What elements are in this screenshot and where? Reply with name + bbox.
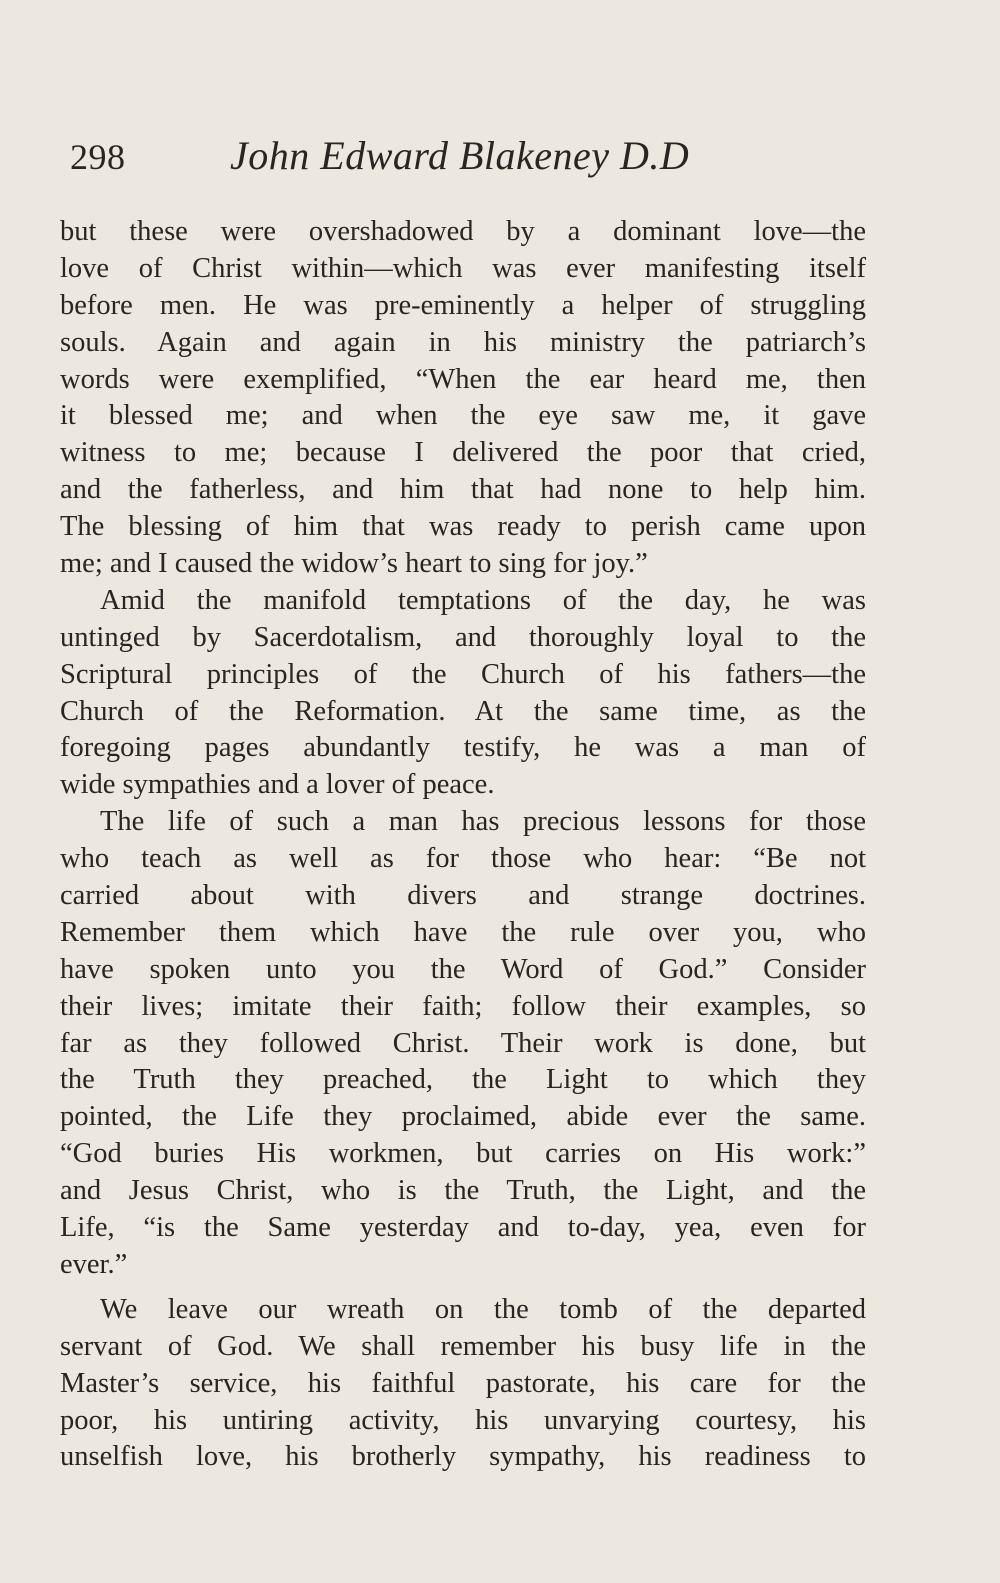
paragraph-gap [60,1284,866,1292]
paragraph-wreath [60,1292,866,1476]
text-line: Life, “is the Same yesterday and to-day, yea, even for [60,1212,866,1244]
text-line: poor, his untiring activity, his unvarying courtesy, his [60,1404,866,1436]
text-line: the Truth they preached, the Light to which they [60,1064,866,1096]
paragraph-sacerdotalism [60,583,866,804]
text-line: and the fatherless, and him that had none to help him. [60,474,866,506]
page-number: 298 [70,137,126,177]
text-line: untinged by Sacerdotalism, and thoroughly loyal to the [60,621,866,653]
text-line: unselfish love, his brotherly sympathy, his readiness to [60,1441,866,1473]
text-line: “God buries His workmen, but carries on His work:” [60,1138,866,1170]
text-line: Scriptural principles of the Church of his fathers—the [60,658,866,690]
text-line: and Jesus Christ, who is the Truth, the Light, and the [60,1175,866,1207]
text-line: have spoken unto you the Word of God.” Consider [60,953,866,985]
paragraph-lessons [60,804,866,1284]
text-line: before men. He was pre-eminently a helper of struggling [60,289,866,321]
page-header [70,128,860,188]
text-line: The life of such a man has precious lessons for those [100,806,866,838]
text-line: foregoing pages abundantly testify, he was a man of [60,732,866,764]
text-line: words were exemplified, “When the ear heard me, then [60,363,866,395]
text-line: witness to me; because I delivered the poor that cried, [60,437,866,469]
text-line: Amid the manifold temptations of the day, he was [100,584,866,616]
text-line: Church of the Reformation. At the same time, as the [60,695,866,727]
text-line: wide sympathies and a lover of peace. [60,769,495,801]
text-line: me; and I caused the widow’s heart to sing for joy.” [60,548,648,580]
text-line: love of Christ within—which was ever manifesting itself [60,252,866,284]
text-line: servant of God. We shall remember his busy life in the [60,1330,866,1362]
running-title: John Edward Blakeney D.D [230,133,690,178]
text-line: far as they followed Christ. Their work is done, but [60,1027,866,1059]
text-line: but these were overshadowed by a dominant love—the [60,216,866,247]
text-line: Master’s service, his faithful pastorate, his care for the [60,1367,866,1399]
text-line: ever.” [60,1248,128,1280]
text-line: The blessing of him that was ready to perish came upon [60,511,866,543]
paragraph-continuation [60,214,866,583]
text-line: pointed, the Life they proclaimed, abide ever the same. [60,1101,866,1133]
text-line: We leave our wreath on the tomb of the departed [100,1293,866,1325]
text-line: Remember them which have the rule over you, who [60,916,866,948]
body-text [60,214,866,1476]
text-line: it blessed me; and when the eye saw me, it gave [60,400,866,432]
text-line: souls. Again and again in his ministry the patriarch’s [60,326,866,358]
text-line: their lives; imitate their faith; follow their examples, so [60,990,866,1022]
text-line: who teach as well as for those who hear: “Be not [60,843,866,875]
text-line: carried about with divers and strange doctrines. [60,880,866,912]
